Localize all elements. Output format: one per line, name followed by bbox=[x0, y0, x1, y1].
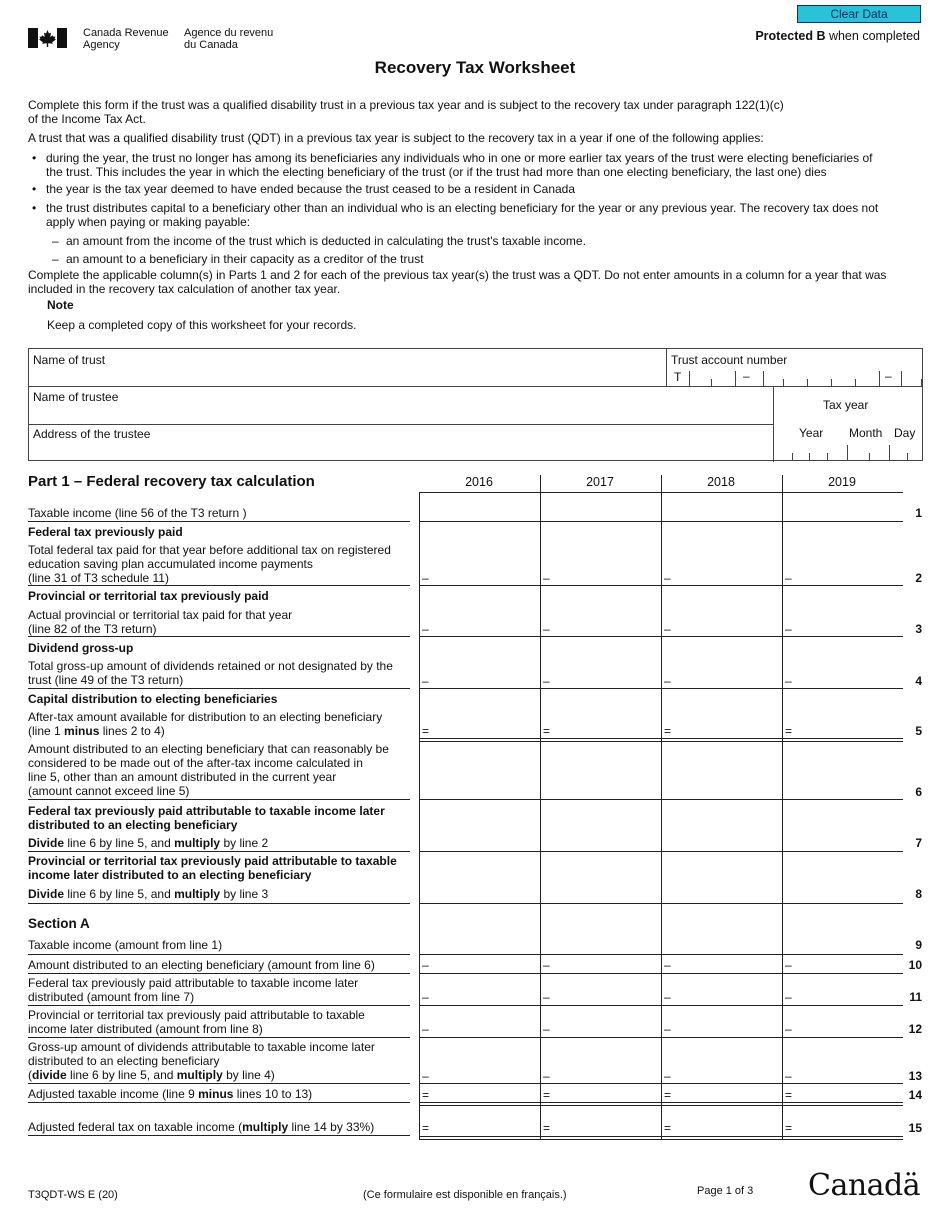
line-13-c1: ( bbox=[28, 1068, 32, 1082]
line-number-3: 3 bbox=[915, 622, 922, 636]
acct-dash-2: – bbox=[885, 369, 892, 383]
line-2-text-a: Total federal tax paid for that year before additional tax on registered bbox=[28, 543, 391, 557]
line-8-t4: by line 3 bbox=[220, 887, 269, 901]
line-14-t1: Adjusted taxable income (line 9 bbox=[28, 1087, 199, 1101]
name-of-trust-label: Name of trust bbox=[33, 353, 106, 367]
line-7-heading-b: distributed to an electing beneficiary bbox=[28, 818, 238, 832]
line-7-t2: line 6 by line 5, and bbox=[64, 836, 175, 850]
amount-input-line-9-2018[interactable] bbox=[675, 906, 779, 954]
line-15-t3: line 14 by 33%) bbox=[288, 1120, 375, 1134]
amount-input-line-8-2016[interactable] bbox=[433, 854, 537, 903]
amount-input-line-2-2019[interactable] bbox=[796, 543, 900, 585]
protected-b-bold: Protected B bbox=[755, 29, 826, 43]
trust-account-number-input[interactable] bbox=[689, 371, 921, 386]
minus-sign: – bbox=[664, 1069, 671, 1083]
line-number-14: 14 bbox=[908, 1088, 922, 1102]
equals-sign: = bbox=[543, 1088, 551, 1102]
minus-sign: – bbox=[543, 571, 550, 585]
line-number-8: 8 bbox=[915, 887, 922, 901]
minus-sign: – bbox=[422, 1022, 429, 1036]
amount-input-line-15-2017[interactable] bbox=[554, 1108, 658, 1136]
amount-input-line-8-2017[interactable] bbox=[554, 854, 658, 903]
line-13-c5: by line 4) bbox=[222, 1068, 275, 1082]
amount-input-line-13-2018[interactable] bbox=[675, 1040, 779, 1083]
tax-year-date-input[interactable] bbox=[789, 445, 921, 461]
agency-name-fr bbox=[184, 27, 273, 51]
amount-input-line-12-2016[interactable] bbox=[433, 1008, 537, 1037]
tax-year-label: Tax year bbox=[823, 398, 869, 412]
minus-sign: – bbox=[543, 990, 550, 1004]
minus-sign: – bbox=[664, 674, 671, 688]
minus-sign: – bbox=[422, 571, 429, 585]
amount-input-line-15-2016[interactable] bbox=[433, 1108, 537, 1136]
amount-input-line-3-2017[interactable] bbox=[554, 608, 658, 636]
amount-input-line-13-2017[interactable] bbox=[554, 1040, 658, 1083]
amount-input-line-7-2016[interactable] bbox=[433, 804, 537, 851]
line-2-label bbox=[28, 543, 413, 585]
equals-sign: = bbox=[664, 1088, 672, 1102]
line-number-10: 10 bbox=[908, 958, 922, 972]
amount-input-line-11-2019[interactable] bbox=[796, 976, 900, 1005]
line-5-label bbox=[28, 710, 413, 738]
amount-input-line-3-2018[interactable] bbox=[675, 608, 779, 636]
equals-sign: = bbox=[422, 1088, 430, 1102]
line-7-heading-a: Federal tax previously paid attributable to taxable income later bbox=[28, 804, 385, 818]
bullet-mark: • bbox=[32, 201, 37, 215]
day-label: Day bbox=[894, 426, 916, 440]
amount-input-line-7-2017[interactable] bbox=[554, 804, 658, 851]
bullet-3-line1: the trust distributes capital to a beneficiary other than an individual who is an electing beneficiary for the year or any previous year. The recovery tax does not bbox=[46, 201, 879, 215]
minus-sign: – bbox=[785, 1022, 792, 1036]
line-3-text-b: (line 82 of the T3 return) bbox=[28, 622, 157, 636]
amount-input-line-14-2016[interactable] bbox=[433, 1085, 537, 1102]
dash-mark: – bbox=[52, 234, 59, 248]
amount-input-line-11-2018[interactable] bbox=[675, 976, 779, 1005]
acct-dash-1: – bbox=[743, 369, 750, 383]
line-6-text-b: considered to be made out of the after-tax income calculated in bbox=[28, 756, 363, 770]
column-header-2016: 2016 bbox=[465, 475, 493, 489]
line-number-12: 12 bbox=[908, 1022, 922, 1036]
minus-sign: – bbox=[422, 674, 429, 688]
line-12-label bbox=[28, 1008, 413, 1036]
agency-name-en bbox=[83, 27, 169, 51]
line-6-text-a: Amount distributed to an electing beneficiary that can reasonably be bbox=[28, 742, 389, 756]
line-13-c3: line 6 by line 5, and bbox=[66, 1068, 177, 1082]
line-4-label bbox=[28, 659, 413, 687]
line-13-c4: multiply bbox=[176, 1068, 223, 1082]
line-6-label bbox=[28, 742, 413, 798]
line-2-text-c: (line 31 of T3 schedule 11) bbox=[28, 571, 169, 585]
bullet-3-line2: apply when paying or making payable: bbox=[46, 215, 251, 229]
amount-input-line-5-2018[interactable] bbox=[675, 692, 779, 738]
note-title: Note bbox=[47, 298, 74, 312]
line-14-t2: minus bbox=[198, 1087, 234, 1101]
line-11-text-b: distributed (amount from line 7) bbox=[28, 990, 195, 1004]
equals-sign: = bbox=[664, 724, 672, 738]
column-header-2017: 2017 bbox=[586, 475, 614, 489]
amount-input-line-6-2018[interactable] bbox=[675, 742, 779, 799]
amount-input-line-13-2019[interactable] bbox=[796, 1040, 900, 1083]
form-code: T3QDT-WS E (20) bbox=[28, 1189, 118, 1201]
bullet-1-line2: the trust. This includes the year in which the electing beneficiary of the trust (or if the trust had more than one electing beneficiary, the last one) dies bbox=[46, 165, 827, 179]
amount-input-line-8-2019[interactable] bbox=[796, 854, 900, 903]
line-14-t3: lines 10 to 13) bbox=[233, 1087, 313, 1101]
line-5-b3: lines 2 to 4) bbox=[99, 724, 165, 738]
line-8-t2: line 6 by line 5, and bbox=[64, 887, 175, 901]
dash-item-1 bbox=[52, 234, 586, 248]
amount-input-line-12-2019[interactable] bbox=[796, 1008, 900, 1037]
amount-input-line-12-2018[interactable] bbox=[675, 1008, 779, 1037]
note-text: Keep a completed copy of this worksheet for your records. bbox=[47, 318, 357, 332]
amount-input-line-10-2016[interactable] bbox=[433, 956, 537, 973]
line-13-text-c bbox=[28, 1068, 413, 1082]
line-8-t1: Divide bbox=[28, 887, 65, 901]
minus-sign: – bbox=[664, 571, 671, 585]
minus-sign: – bbox=[543, 1069, 550, 1083]
amount-input-line-1-2017[interactable] bbox=[554, 494, 658, 521]
line-number-9: 9 bbox=[915, 938, 922, 952]
equals-sign: = bbox=[785, 1121, 793, 1135]
amount-input-line-1-2018[interactable] bbox=[675, 494, 779, 521]
canada-wordmark-logo: Canadä bbox=[808, 1168, 921, 1203]
equals-sign: = bbox=[543, 1121, 551, 1135]
intro-paragraph-1 bbox=[28, 98, 923, 126]
minus-sign: – bbox=[422, 958, 429, 972]
minus-sign: – bbox=[785, 622, 792, 636]
line-5-b1: (line 1 bbox=[28, 724, 65, 738]
minus-sign: – bbox=[785, 571, 792, 585]
bullet-item-3 bbox=[30, 201, 920, 229]
line-15-t2: multiply bbox=[242, 1120, 289, 1134]
intro-paragraph-2: A trust that was a qualified disability trust (QDT) in a previous tax year is subject to the recovery tax in a year if one of the following applies: bbox=[28, 131, 764, 145]
identification-box bbox=[28, 348, 923, 461]
line-8-heading-b: income later distributed to an electing beneficiary bbox=[28, 868, 312, 882]
dash-mark: – bbox=[52, 252, 59, 266]
amount-input-line-9-2016[interactable] bbox=[433, 906, 537, 954]
minus-sign: – bbox=[543, 622, 550, 636]
line-number-2: 2 bbox=[915, 571, 922, 585]
line-13-text-b: distributed to an electing beneficiary bbox=[28, 1054, 220, 1068]
intro-p3-line2: included in the recovery tax calculation of another tax year. bbox=[28, 282, 341, 296]
line-13-c2: divide bbox=[32, 1068, 67, 1082]
bullet-item-1 bbox=[30, 151, 920, 179]
line-2-text-b: education saving plan accumulated income payments bbox=[28, 557, 313, 571]
agency-en-line2: Agency bbox=[83, 39, 120, 51]
clear-data-button[interactable]: Clear Data bbox=[797, 5, 921, 23]
line-number-13: 13 bbox=[908, 1069, 922, 1083]
intro-paragraph-3 bbox=[28, 268, 923, 296]
amount-input-line-4-2017[interactable] bbox=[554, 659, 658, 688]
amount-input-line-15-2019[interactable] bbox=[796, 1108, 900, 1136]
name-of-trustee-label: Name of trustee bbox=[33, 390, 119, 404]
line-7-t4: by line 2 bbox=[220, 836, 269, 850]
minus-sign: – bbox=[664, 958, 671, 972]
equals-sign: = bbox=[543, 724, 551, 738]
line-10-label: Amount distributed to an electing beneficiary (amount from line 6) bbox=[28, 958, 375, 972]
canada-flag-icon bbox=[28, 28, 67, 48]
amount-input-line-4-2016[interactable] bbox=[433, 659, 537, 688]
line-12-text-a: Provincial or territorial tax previously paid attributable to taxable bbox=[28, 1008, 365, 1022]
amount-input-line-2-2017[interactable] bbox=[554, 543, 658, 585]
bullet-2-text: the year is the tax year deemed to have ended because the trust ceased to be a resident in Canada bbox=[46, 182, 576, 196]
line-5-text-b bbox=[28, 724, 413, 738]
minus-sign: – bbox=[422, 990, 429, 1004]
trust-account-number-label: Trust account number bbox=[671, 353, 788, 367]
amount-input-line-7-2019[interactable] bbox=[796, 804, 900, 851]
minus-sign: – bbox=[785, 990, 792, 1004]
line-8-t3: multiply bbox=[174, 887, 221, 901]
line-9-label: Taxable income (amount from line 1) bbox=[28, 938, 223, 952]
minus-sign: – bbox=[664, 622, 671, 636]
line-15-t1: Adjusted federal tax on taxable income ( bbox=[28, 1120, 243, 1134]
line-number-5: 5 bbox=[915, 724, 922, 738]
line-number-11: 11 bbox=[909, 990, 922, 1004]
equals-sign: = bbox=[664, 1121, 672, 1135]
equals-sign: = bbox=[422, 1121, 430, 1135]
section-a-title: Section A bbox=[28, 916, 90, 931]
dividend-grossup-heading: Dividend gross-up bbox=[28, 641, 134, 655]
minus-sign: – bbox=[543, 674, 550, 688]
bullet-mark: • bbox=[32, 151, 37, 165]
amount-input-line-5-2019[interactable] bbox=[796, 692, 900, 738]
protected-b-label bbox=[755, 29, 920, 43]
line-8-label bbox=[28, 887, 413, 901]
line-number-6: 6 bbox=[915, 785, 922, 799]
amount-input-line-10-2019[interactable] bbox=[796, 956, 900, 973]
amount-input-line-5-2016[interactable] bbox=[433, 692, 537, 738]
amount-input-line-1-2019[interactable] bbox=[796, 494, 900, 521]
federal-tax-heading: Federal tax previously paid bbox=[28, 525, 183, 539]
amount-input-line-6-2019[interactable] bbox=[796, 742, 900, 799]
address-of-trustee-label: Address of the trustee bbox=[33, 427, 151, 441]
bullet-1-line1: during the year, the trust no longer has among its beneficiaries any individuals who in one or more earlier tax years of the trust were electing beneficiaries of bbox=[46, 151, 873, 165]
line-3-label bbox=[28, 608, 413, 636]
line-7-t1: Divide bbox=[28, 836, 65, 850]
amount-input-line-10-2018[interactable] bbox=[675, 956, 779, 973]
protected-b-rest: when completed bbox=[825, 29, 920, 43]
equals-sign: = bbox=[422, 724, 430, 738]
minus-sign: – bbox=[785, 958, 792, 972]
line-7-heading bbox=[28, 804, 413, 832]
amount-input-line-9-2017[interactable] bbox=[554, 906, 658, 954]
line-number-1: 1 bbox=[915, 506, 922, 520]
line-12-text-b: income later distributed (amount from line 8) bbox=[28, 1022, 263, 1036]
amount-input-line-6-2016[interactable] bbox=[433, 742, 537, 799]
line-11-label bbox=[28, 976, 413, 1004]
line-8-heading-a: Provincial or territorial tax previously paid attributable to taxable bbox=[28, 854, 397, 868]
amount-input-line-7-2018[interactable] bbox=[675, 804, 779, 851]
year-label: Year bbox=[799, 426, 824, 440]
line-4-text-a: Total gross-up amount of dividends retained or not designated by the bbox=[28, 659, 393, 673]
dash-item-2 bbox=[52, 252, 424, 266]
bullet-item-2 bbox=[30, 182, 920, 196]
amount-input-line-10-2017[interactable] bbox=[554, 956, 658, 973]
amount-input-line-1-2016[interactable] bbox=[433, 494, 537, 521]
agency-fr-line2: du Canada bbox=[184, 39, 238, 51]
amount-input-line-9-2019[interactable] bbox=[796, 906, 900, 954]
trust-number-prefix: T bbox=[674, 370, 682, 384]
bullet-mark: • bbox=[32, 182, 37, 196]
page-title: Recovery Tax Worksheet bbox=[374, 58, 576, 77]
month-label: Month bbox=[849, 426, 883, 440]
line-13-label bbox=[28, 1040, 413, 1082]
amount-input-line-15-2018[interactable] bbox=[675, 1108, 779, 1136]
amount-input-line-4-2019[interactable] bbox=[796, 659, 900, 688]
column-header-2019: 2019 bbox=[828, 475, 856, 489]
amount-input-line-11-2017[interactable] bbox=[554, 976, 658, 1005]
line-6-text-d: (amount cannot exceed line 5) bbox=[28, 784, 190, 798]
line-14-label bbox=[28, 1087, 413, 1101]
amount-input-line-14-2017[interactable] bbox=[554, 1085, 658, 1102]
amount-input-line-5-2017[interactable] bbox=[554, 692, 658, 738]
amount-input-line-8-2018[interactable] bbox=[675, 854, 779, 903]
minus-sign: – bbox=[543, 1022, 550, 1036]
dash-1-text: an amount from the income of the trust which is deducted in calculating the trust's taxable income. bbox=[66, 234, 586, 248]
line-11-text-a: Federal tax previously paid attributable to taxable income later bbox=[28, 976, 359, 990]
minus-sign: – bbox=[664, 1022, 671, 1036]
part1-title: Part 1 – Federal recovery tax calculation bbox=[28, 473, 315, 490]
intro-p1-line1: Complete this form if the trust was a qualified disability trust in a previous tax year and is subject to the recovery tax under paragraph 122(1)(c) bbox=[28, 98, 784, 112]
minus-sign: – bbox=[543, 958, 550, 972]
intro-p3-line1: Complete the applicable column(s) in Parts 1 and 2 for each of the previous tax year(s) the trust was a QDT. Do not enter amounts in a column for a year that was bbox=[28, 268, 887, 282]
amount-input-line-4-2018[interactable] bbox=[675, 659, 779, 688]
line-number-15: 15 bbox=[908, 1121, 922, 1135]
line-8-heading bbox=[28, 854, 413, 882]
french-availability-note: (Ce formulaire est disponible en français.) bbox=[363, 1189, 567, 1201]
column-header-2018: 2018 bbox=[707, 475, 735, 489]
amount-input-line-14-2018[interactable] bbox=[675, 1085, 779, 1102]
line-1-label: Taxable income (line 56 of the T3 return ) bbox=[28, 506, 247, 520]
capital-distribution-heading: Capital distribution to electing beneficiaries bbox=[28, 692, 278, 706]
amount-input-line-3-2019[interactable] bbox=[796, 608, 900, 636]
line-15-label bbox=[28, 1120, 413, 1134]
dash-2-text: an amount to a beneficiary in their capacity as a creditor of the trust bbox=[66, 252, 424, 266]
amount-input-line-3-2016[interactable] bbox=[433, 608, 537, 636]
line-number-4: 4 bbox=[915, 674, 922, 688]
line-3-text-a: Actual provincial or territorial tax paid for that year bbox=[28, 608, 293, 622]
line-6-text-c: line 5, other than an amount distributed in the current year bbox=[28, 770, 337, 784]
minus-sign: – bbox=[785, 1069, 792, 1083]
line-5-text-a: After-tax amount available for distribution to an electing beneficiary bbox=[28, 710, 383, 724]
line-number-7: 7 bbox=[915, 836, 922, 850]
minus-sign: – bbox=[422, 622, 429, 636]
amount-input-line-2-2016[interactable] bbox=[433, 543, 537, 585]
agency-en-line1: Canada Revenue bbox=[83, 27, 169, 39]
page-number: Page 1 of 3 bbox=[697, 1185, 754, 1197]
line-7-t3: multiply bbox=[174, 836, 221, 850]
amount-input-line-12-2017[interactable] bbox=[554, 1008, 658, 1037]
line-5-b2: minus bbox=[64, 724, 100, 738]
provincial-tax-heading: Provincial or territorial tax previously paid bbox=[28, 589, 269, 603]
equals-sign: = bbox=[785, 1088, 793, 1102]
agency-fr-line1: Agence du revenu bbox=[184, 27, 274, 39]
amount-input-line-11-2016[interactable] bbox=[433, 976, 537, 1005]
minus-sign: – bbox=[785, 674, 792, 688]
line-7-label bbox=[28, 836, 413, 850]
line-13-text-a: Gross-up amount of dividends attributable to taxable income later bbox=[28, 1040, 375, 1054]
amount-input-line-2-2018[interactable] bbox=[675, 543, 779, 585]
line-4-text-b: trust (line 49 of the T3 return) bbox=[28, 673, 184, 687]
amount-input-line-13-2016[interactable] bbox=[433, 1040, 537, 1083]
amount-input-line-14-2019[interactable] bbox=[796, 1085, 900, 1102]
amount-input-line-6-2017[interactable] bbox=[554, 742, 658, 799]
equals-sign: = bbox=[785, 724, 793, 738]
intro-p1-line2: of the Income Tax Act. bbox=[28, 112, 146, 126]
minus-sign: – bbox=[664, 990, 671, 1004]
minus-sign: – bbox=[422, 1069, 429, 1083]
